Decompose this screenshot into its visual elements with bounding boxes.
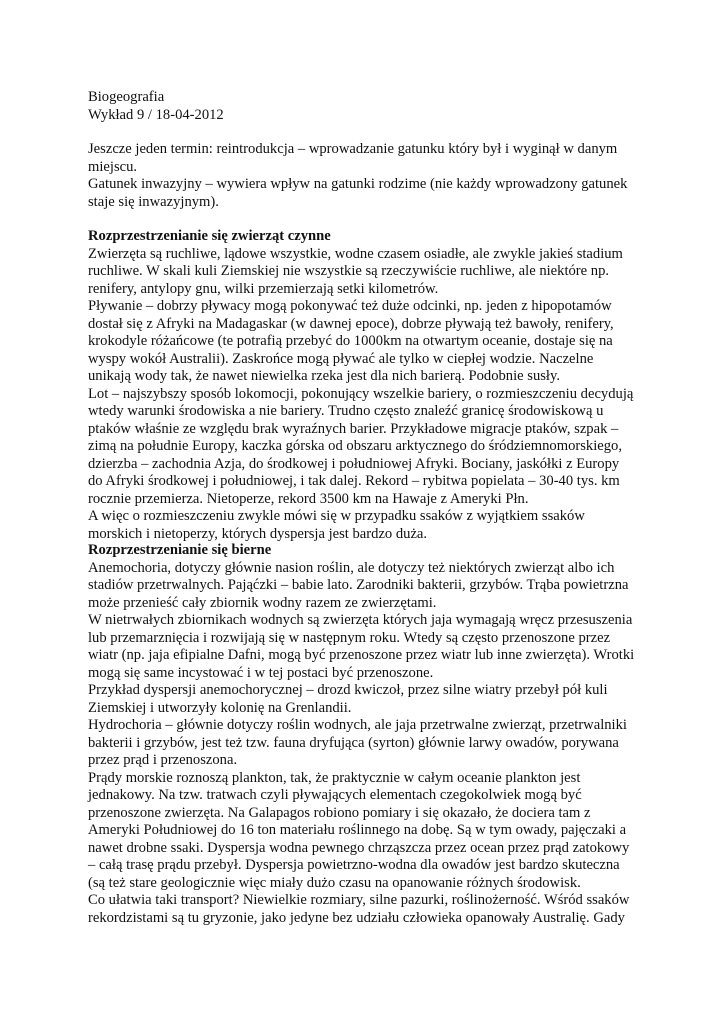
- text-line: nawet drobne ssaki. Dyspersja wodna pewnego chrząszcza przez ocean przez prąd zatokowy: [88, 839, 630, 856]
- text-line: do Afryki środkowej i południowej, i tak dalej. Rekord – rybitwa popielata – 30-40 tys. km: [88, 473, 620, 489]
- section-heading: Rozprzestrzenianie się zwierząt czynne: [88, 228, 331, 244]
- text-line: Co ułatwia taki transport? Niewielkie rozmiary, silne pazurki, roślinożerność. Wśród ssaków: [88, 892, 630, 908]
- text-line: bakterii i grzybów, jest też tzw. fauna dryfująca (syrton) głównie larwy owadów, porywana: [88, 734, 619, 751]
- text-line: wiatr (np. jaja efipialne Dafni, mogą być przenoszone przez wiatr lub inne zwierzęta). Wrotki: [88, 647, 635, 663]
- text-line: Przykład dyspersji anemochorycznej – drozd kwiczoł, przez silne wiatry przebył pół kuli: [88, 682, 608, 698]
- text-line: Pływanie – dobrzy pływacy mogą pokonywać też duże odcinki, np. jeden z hipopotamów: [88, 298, 612, 314]
- text-line: dzierzba – zachodnia Azja, do środkowej i południowej Afryki. Bociany, jaskółki z Europy: [88, 455, 620, 472]
- text-line: lub przemarznięcia i rozwijają się w następnym roku. Wtedy są często przenoszone przez: [88, 629, 611, 646]
- text-line: (są też stare geologicznie więc miały dużo czasu na opanowanie różnych środowisk.: [88, 874, 581, 891]
- text-line: dostał się z Afryki na Madagaskar (w dawnej epoce), dobrze pływają też bawoły, renifery,: [88, 315, 614, 332]
- text-line: Gatunek inwazyjny – wywiera wpływ na gatunki rodzime (nie każdy wprowadzony gatunek: [88, 176, 628, 192]
- text-line: wtedy warunki środowiska a nie bariery. Trudno często znaleźć granicę środowiskową u: [88, 403, 604, 419]
- text-line: W nietrwałych zbiornikach wodnych są zwierzęta których jaja wymagają wręcz przesuszenia: [88, 612, 633, 628]
- text-line: staje się inwazyjnym).: [88, 193, 219, 210]
- document-header: [88, 89, 648, 124]
- text-line: ptaków właśnie ze względu brak wyraźnych barier. Przykładowe migracje ptaków, szpak –: [88, 420, 619, 437]
- text-line: stadiów przetrwalnych. Pająćzki – babie lato. Zarodniki bakterii, grzybów. Trąba powietrzna: [88, 577, 629, 593]
- document-title: Biogeografia: [88, 89, 165, 105]
- text-line: Zwierzęta są ruchliwe, lądowe wszystkie, wodne czasem osiadłe, ale zwykle jakieś stadium: [88, 245, 623, 262]
- text-line: Ziemskiej i utworzyły kolonię na Grenlandii.: [88, 699, 352, 716]
- text-line: miejscu.: [88, 158, 138, 175]
- text-line: rekordzistami są tu gryzonie, jako jedyne bez udziału człowieka opanowały Australię. Gady: [88, 909, 625, 926]
- text-line: przez prąd i przenoszona.: [88, 752, 238, 768]
- text-line: ruchliwe. W skali kuli Ziemskiej nie wszystkie są rzeczywiście ruchliwe, ale niektóre np.: [88, 263, 610, 279]
- text-line: morskich i nietoperzy, których dyspersja jest bardzo duża.: [88, 525, 428, 542]
- text-line: – całą trasę prądu przebył. Dyspersja powietrzno-wodna dla owadów jest bardzo skuteczna: [88, 857, 620, 873]
- text-line: wyspy wokół Australii). Zaskrońce mogą pływać ale tylko w ciepłej wodzie. Naczelne: [88, 350, 594, 367]
- text-line: jednakowy. Na tzw. tratwach czyli pływających elementach czegokolwiek mogą być: [88, 787, 582, 803]
- lecture-info: Wykład 9 / 18-04-2012: [88, 106, 224, 123]
- section-passive-dispersal: [88, 542, 648, 927]
- text-line: renifery, antylopy gnu, wilki przemierzają setki kilometrów.: [88, 280, 439, 297]
- text-line: Jeszcze jeden termin: reintrodukcja – wprowadzanie gatunku który był i wyginął w danym: [88, 141, 618, 157]
- text-line: Prądy morskie roznoszą plankton, tak, że praktycznie w całym oceanie plankton jest: [88, 769, 581, 786]
- intro-paragraph: [88, 141, 648, 211]
- text-line: przenoszone zwierzęta. Na Galapagos robiono pomiary i się okazało, że dociera tam z: [88, 804, 591, 821]
- text-line: Hydrochoria – głównie dotyczy roślin wodnych, ale jaja przetrwalne zwierząt, przetrwalniki: [88, 717, 627, 733]
- section-active-dispersal: [88, 228, 648, 543]
- text-line: krokodyle różańcowe (te potrafią przebyć do 1000km na otwartym oceanie, dostaje się na: [88, 333, 613, 349]
- text-line: A więc o rozmieszczeniu zwykle mówi się w przypadku ssaków z wyjątkiem ssaków: [88, 508, 585, 524]
- text-line: Anemochoria, dotyczy głównie nasion roślin, ale dotyczy też niektórych zwierząt albo ich: [88, 559, 615, 576]
- section-heading: Rozprzestrzenianie się bierne: [88, 542, 272, 558]
- text-line: unikają wody tak, że nawet niewielka rzeka jest dla nich barierą. Podobnie susły.: [88, 368, 560, 384]
- text-line: zimą na południe Europy, kaczka górska od obszaru arktycznego do śródziemnomorskiego,: [88, 438, 622, 454]
- text-line: może przenieść cały zbiornik wodny razem ze zwierzętami.: [88, 594, 437, 611]
- text-line: rocznie przemierza. Nietoperze, rekord 3500 km na Hawaje z Ameryki Płn.: [88, 490, 529, 507]
- text-line: Lot – najszybszy sposób lokomocji, pokonujący wszelkie bariery, o rozmieszczeniu decydują: [88, 385, 634, 402]
- text-line: mogą się same incystować i w tej postaci być przenoszone.: [88, 664, 434, 681]
- text-line: Ameryki Południowej do 16 ton materiału roślinnego na dobę. Są w tym owady, pajęczaki a: [88, 822, 627, 838]
